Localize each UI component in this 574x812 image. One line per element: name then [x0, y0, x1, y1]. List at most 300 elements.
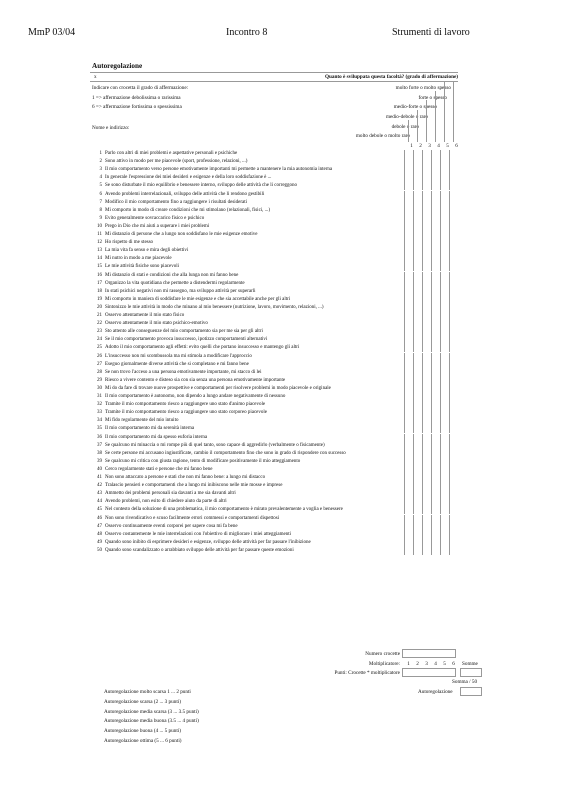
rating-cell[interactable]	[422, 442, 431, 450]
rating-cell[interactable]	[422, 288, 431, 296]
rating-cell[interactable]	[404, 369, 413, 377]
rating-cell[interactable]	[449, 434, 458, 442]
rating-cell[interactable]	[440, 417, 449, 425]
rating-cell[interactable]	[449, 547, 458, 555]
rating-cell[interactable]	[440, 498, 449, 506]
rating-cell[interactable]	[449, 288, 458, 296]
rating-cell[interactable]	[413, 336, 422, 344]
rating-cell[interactable]	[422, 425, 431, 433]
rating-cell[interactable]	[422, 336, 431, 344]
rating-cell[interactable]	[449, 417, 458, 425]
rating-cell[interactable]	[431, 547, 440, 555]
rating-cell[interactable]	[431, 272, 440, 280]
rating-cell[interactable]	[413, 272, 422, 280]
rating-cell[interactable]	[449, 523, 458, 531]
rating-cell[interactable]	[413, 328, 422, 336]
rating-cell[interactable]	[431, 393, 440, 401]
rating-cell[interactable]	[413, 417, 422, 425]
rating-cell[interactable]	[449, 263, 458, 271]
rating-cell[interactable]	[449, 515, 458, 523]
rating-cell[interactable]	[440, 166, 449, 174]
rating-cell[interactable]	[413, 223, 422, 231]
rating-cell[interactable]	[404, 231, 413, 239]
rating-cell[interactable]	[440, 506, 449, 514]
rating-cell[interactable]	[449, 393, 458, 401]
rating-cell[interactable]	[422, 515, 431, 523]
rating-cell[interactable]	[449, 336, 458, 344]
rating-cell[interactable]	[422, 539, 431, 547]
rating-cell[interactable]	[404, 523, 413, 531]
rating-cell[interactable]	[431, 353, 440, 361]
rating-cell[interactable]	[422, 223, 431, 231]
rating-cell[interactable]	[449, 442, 458, 450]
rating-cell[interactable]	[431, 263, 440, 271]
rating-cell[interactable]	[449, 166, 458, 174]
rating-cell[interactable]	[431, 458, 440, 466]
rating-cell[interactable]	[404, 150, 413, 158]
rating-cell[interactable]	[449, 425, 458, 433]
rating-cell[interactable]	[449, 199, 458, 207]
rating-cell[interactable]	[449, 150, 458, 158]
rating-cell[interactable]	[440, 150, 449, 158]
rating-cell[interactable]	[413, 174, 422, 182]
rating-cell[interactable]	[422, 166, 431, 174]
rating-cell[interactable]	[422, 304, 431, 312]
rating-cell[interactable]	[422, 174, 431, 182]
rating-cell[interactable]	[440, 263, 449, 271]
rating-cell[interactable]	[413, 182, 422, 190]
rating-cell[interactable]	[422, 263, 431, 271]
rating-cell[interactable]	[449, 409, 458, 417]
rating-cell[interactable]	[449, 158, 458, 166]
rating-cell[interactable]	[449, 385, 458, 393]
rating-cell[interactable]	[449, 450, 458, 458]
rating-cell[interactable]	[431, 255, 440, 263]
rating-cell[interactable]	[404, 490, 413, 498]
rating-cell[interactable]	[440, 458, 449, 466]
rating-cell[interactable]	[404, 498, 413, 506]
rating-cell[interactable]	[440, 255, 449, 263]
rating-cell[interactable]	[413, 490, 422, 498]
rating-cell[interactable]	[431, 336, 440, 344]
rating-cell[interactable]	[404, 296, 413, 304]
rating-cell[interactable]	[413, 207, 422, 215]
rating-cell[interactable]	[431, 288, 440, 296]
rating-cell[interactable]	[413, 409, 422, 417]
rating-cell[interactable]	[413, 231, 422, 239]
rating-cell[interactable]	[449, 328, 458, 336]
rating-cell[interactable]	[431, 425, 440, 433]
rating-cell[interactable]	[449, 239, 458, 247]
rating-cell[interactable]	[440, 304, 449, 312]
count-cells[interactable]	[402, 649, 456, 658]
rating-cell[interactable]	[422, 158, 431, 166]
rating-cell[interactable]	[422, 466, 431, 474]
rating-cell[interactable]	[440, 272, 449, 280]
sum-cell[interactable]	[460, 668, 482, 677]
rating-cell[interactable]	[404, 304, 413, 312]
rating-cell[interactable]	[404, 393, 413, 401]
rating-cell[interactable]	[440, 328, 449, 336]
rating-cell[interactable]	[431, 223, 440, 231]
rating-cell[interactable]	[431, 385, 440, 393]
rating-cell[interactable]	[431, 207, 440, 215]
rating-cell[interactable]	[422, 150, 431, 158]
rating-cell[interactable]	[404, 474, 413, 482]
rating-cell[interactable]	[422, 280, 431, 288]
rating-cell[interactable]	[404, 272, 413, 280]
rating-cell[interactable]	[431, 474, 440, 482]
rating-cell[interactable]	[422, 547, 431, 555]
rating-cell[interactable]	[422, 434, 431, 442]
rating-cell[interactable]	[449, 207, 458, 215]
rating-cell[interactable]	[440, 539, 449, 547]
rating-cell[interactable]	[449, 353, 458, 361]
rating-cell[interactable]	[431, 150, 440, 158]
rating-cell[interactable]	[431, 490, 440, 498]
rating-cell[interactable]	[422, 231, 431, 239]
rating-cell[interactable]	[413, 547, 422, 555]
rating-cell[interactable]	[422, 353, 431, 361]
rating-cell[interactable]	[440, 393, 449, 401]
rating-cell[interactable]	[404, 280, 413, 288]
rating-cell[interactable]	[404, 434, 413, 442]
rating-cell[interactable]	[413, 450, 422, 458]
rating-cell[interactable]	[449, 272, 458, 280]
rating-cell[interactable]	[422, 385, 431, 393]
rating-cell[interactable]	[440, 207, 449, 215]
rating-cell[interactable]	[404, 247, 413, 255]
rating-cell[interactable]	[449, 304, 458, 312]
rating-cell[interactable]	[422, 207, 431, 215]
rating-cell[interactable]	[422, 482, 431, 490]
rating-cell[interactable]	[431, 344, 440, 352]
rating-cell[interactable]	[422, 361, 431, 369]
rating-cell[interactable]	[422, 393, 431, 401]
rating-cell[interactable]	[449, 531, 458, 539]
rating-cell[interactable]	[431, 442, 440, 450]
rating-cell[interactable]	[431, 215, 440, 223]
rating-cell[interactable]	[449, 482, 458, 490]
rating-cell[interactable]	[449, 247, 458, 255]
rating-cell[interactable]	[404, 506, 413, 514]
rating-cell[interactable]	[404, 458, 413, 466]
rating-cell[interactable]	[404, 450, 413, 458]
rating-cell[interactable]	[422, 377, 431, 385]
rating-cell[interactable]	[431, 361, 440, 369]
rating-cell[interactable]	[449, 498, 458, 506]
rating-cell[interactable]	[413, 401, 422, 409]
rating-cell[interactable]	[431, 199, 440, 207]
rating-cell[interactable]	[449, 344, 458, 352]
rating-cell[interactable]	[431, 506, 440, 514]
rating-cell[interactable]	[431, 231, 440, 239]
rating-cell[interactable]	[413, 239, 422, 247]
rating-cell[interactable]	[440, 474, 449, 482]
rating-cell[interactable]	[431, 466, 440, 474]
rating-cell[interactable]	[413, 320, 422, 328]
rating-cell[interactable]	[404, 336, 413, 344]
rating-cell[interactable]	[413, 369, 422, 377]
rating-cell[interactable]	[404, 361, 413, 369]
rating-cell[interactable]	[413, 458, 422, 466]
rating-cell[interactable]	[404, 255, 413, 263]
rating-cell[interactable]	[440, 361, 449, 369]
rating-cell[interactable]	[431, 320, 440, 328]
rating-cell[interactable]	[422, 215, 431, 223]
rating-cell[interactable]	[422, 506, 431, 514]
rating-cell[interactable]	[422, 458, 431, 466]
rating-cell[interactable]	[440, 280, 449, 288]
rating-cell[interactable]	[404, 515, 413, 523]
rating-cell[interactable]	[440, 191, 449, 199]
rating-cell[interactable]	[431, 247, 440, 255]
rating-cell[interactable]	[431, 328, 440, 336]
rating-cell[interactable]	[413, 482, 422, 490]
rating-cell[interactable]	[413, 393, 422, 401]
rating-cell[interactable]	[422, 296, 431, 304]
rating-cell[interactable]	[431, 304, 440, 312]
rating-cell[interactable]	[449, 223, 458, 231]
rating-cell[interactable]	[440, 247, 449, 255]
rating-cell[interactable]	[440, 401, 449, 409]
rating-cell[interactable]	[413, 353, 422, 361]
rating-cell[interactable]	[404, 223, 413, 231]
rating-cell[interactable]	[404, 191, 413, 199]
rating-cell[interactable]	[431, 450, 440, 458]
rating-cell[interactable]	[422, 344, 431, 352]
rating-cell[interactable]	[431, 296, 440, 304]
rating-cell[interactable]	[413, 434, 422, 442]
rating-cell[interactable]	[422, 523, 431, 531]
rating-cell[interactable]	[422, 450, 431, 458]
rating-cell[interactable]	[449, 466, 458, 474]
rating-cell[interactable]	[404, 182, 413, 190]
rating-cell[interactable]	[404, 377, 413, 385]
rating-cell[interactable]	[440, 288, 449, 296]
rating-cell[interactable]	[413, 263, 422, 271]
rating-cell[interactable]	[404, 158, 413, 166]
rating-cell[interactable]	[413, 255, 422, 263]
rating-cell[interactable]	[422, 320, 431, 328]
rating-cell[interactable]	[440, 409, 449, 417]
rating-cell[interactable]	[404, 466, 413, 474]
rating-cell[interactable]	[404, 417, 413, 425]
rating-cell[interactable]	[449, 296, 458, 304]
rating-cell[interactable]	[422, 239, 431, 247]
rating-cell[interactable]	[422, 409, 431, 417]
rating-cell[interactable]	[440, 434, 449, 442]
rating-cell[interactable]	[431, 539, 440, 547]
rating-cell[interactable]	[413, 288, 422, 296]
rating-cell[interactable]	[431, 523, 440, 531]
rating-cell[interactable]	[404, 385, 413, 393]
rating-cell[interactable]	[404, 328, 413, 336]
rating-cell[interactable]	[404, 409, 413, 417]
rating-cell[interactable]	[440, 515, 449, 523]
rating-cell[interactable]	[431, 531, 440, 539]
rating-cell[interactable]	[404, 174, 413, 182]
rating-cell[interactable]	[431, 158, 440, 166]
rating-cell[interactable]	[404, 207, 413, 215]
rating-cell[interactable]	[404, 199, 413, 207]
rating-cell[interactable]	[404, 401, 413, 409]
rating-cell[interactable]	[413, 531, 422, 539]
rating-cell[interactable]	[449, 377, 458, 385]
rating-cell[interactable]	[440, 320, 449, 328]
rating-cell[interactable]	[440, 174, 449, 182]
rating-cell[interactable]	[431, 280, 440, 288]
result-cell[interactable]	[460, 687, 482, 696]
rating-cell[interactable]	[440, 523, 449, 531]
rating-cell[interactable]	[413, 498, 422, 506]
rating-cell[interactable]	[404, 353, 413, 361]
rating-cell[interactable]	[404, 442, 413, 450]
rating-cell[interactable]	[431, 312, 440, 320]
rating-cell[interactable]	[413, 523, 422, 531]
rating-cell[interactable]	[440, 312, 449, 320]
rating-cell[interactable]	[422, 490, 431, 498]
rating-cell[interactable]	[440, 199, 449, 207]
rating-cell[interactable]	[440, 482, 449, 490]
rating-cell[interactable]	[404, 482, 413, 490]
rating-cell[interactable]	[413, 539, 422, 547]
rating-cell[interactable]	[413, 442, 422, 450]
rating-cell[interactable]	[440, 369, 449, 377]
rating-cell[interactable]	[422, 369, 431, 377]
rating-cell[interactable]	[440, 377, 449, 385]
rating-cell[interactable]	[449, 361, 458, 369]
rating-cell[interactable]	[422, 182, 431, 190]
rating-cell[interactable]	[440, 490, 449, 498]
rating-cell[interactable]	[413, 247, 422, 255]
rating-cell[interactable]	[449, 312, 458, 320]
rating-cell[interactable]	[440, 450, 449, 458]
rating-cell[interactable]	[422, 255, 431, 263]
rating-cell[interactable]	[404, 312, 413, 320]
rating-cell[interactable]	[404, 547, 413, 555]
rating-cell[interactable]	[422, 474, 431, 482]
rating-cell[interactable]	[431, 182, 440, 190]
rating-cell[interactable]	[413, 344, 422, 352]
points-cells[interactable]	[402, 668, 456, 677]
rating-cell[interactable]	[413, 425, 422, 433]
rating-cell[interactable]	[404, 288, 413, 296]
rating-cell[interactable]	[404, 539, 413, 547]
rating-cell[interactable]	[449, 280, 458, 288]
rating-cell[interactable]	[440, 182, 449, 190]
rating-cell[interactable]	[449, 231, 458, 239]
rating-cell[interactable]	[431, 409, 440, 417]
rating-cell[interactable]	[431, 515, 440, 523]
rating-cell[interactable]	[440, 158, 449, 166]
rating-cell[interactable]	[404, 215, 413, 223]
rating-cell[interactable]	[413, 166, 422, 174]
rating-cell[interactable]	[413, 191, 422, 199]
rating-cell[interactable]	[413, 506, 422, 514]
rating-cell[interactable]	[422, 401, 431, 409]
rating-cell[interactable]	[449, 539, 458, 547]
rating-cell[interactable]	[440, 296, 449, 304]
rating-cell[interactable]	[449, 215, 458, 223]
rating-cell[interactable]	[422, 199, 431, 207]
rating-cell[interactable]	[413, 466, 422, 474]
rating-cell[interactable]	[404, 344, 413, 352]
rating-cell[interactable]	[422, 417, 431, 425]
rating-cell[interactable]	[404, 425, 413, 433]
rating-cell[interactable]	[440, 344, 449, 352]
rating-cell[interactable]	[449, 401, 458, 409]
rating-cell[interactable]	[422, 247, 431, 255]
rating-cell[interactable]	[422, 312, 431, 320]
rating-cell[interactable]	[431, 239, 440, 247]
rating-cell[interactable]	[413, 304, 422, 312]
rating-cell[interactable]	[422, 531, 431, 539]
rating-cell[interactable]	[431, 482, 440, 490]
rating-cell[interactable]	[440, 442, 449, 450]
rating-cell[interactable]	[413, 280, 422, 288]
rating-cell[interactable]	[440, 231, 449, 239]
rating-cell[interactable]	[440, 531, 449, 539]
rating-cell[interactable]	[440, 425, 449, 433]
rating-cell[interactable]	[422, 328, 431, 336]
rating-cell[interactable]	[440, 239, 449, 247]
rating-cell[interactable]	[413, 158, 422, 166]
rating-cell[interactable]	[449, 369, 458, 377]
rating-cell[interactable]	[431, 498, 440, 506]
rating-cell[interactable]	[440, 223, 449, 231]
rating-cell[interactable]	[440, 385, 449, 393]
rating-cell[interactable]	[413, 199, 422, 207]
rating-cell[interactable]	[449, 320, 458, 328]
rating-cell[interactable]	[449, 182, 458, 190]
rating-cell[interactable]	[404, 166, 413, 174]
rating-cell[interactable]	[440, 547, 449, 555]
rating-cell[interactable]	[431, 191, 440, 199]
rating-cell[interactable]	[431, 166, 440, 174]
rating-cell[interactable]	[413, 296, 422, 304]
rating-cell[interactable]	[404, 531, 413, 539]
rating-cell[interactable]	[431, 377, 440, 385]
rating-cell[interactable]	[413, 377, 422, 385]
rating-cell[interactable]	[449, 191, 458, 199]
rating-cell[interactable]	[413, 361, 422, 369]
rating-cell[interactable]	[440, 336, 449, 344]
rating-cell[interactable]	[449, 255, 458, 263]
rating-cell[interactable]	[413, 474, 422, 482]
rating-cell[interactable]	[440, 215, 449, 223]
rating-cell[interactable]	[413, 385, 422, 393]
rating-cell[interactable]	[431, 401, 440, 409]
rating-cell[interactable]	[440, 353, 449, 361]
rating-cell[interactable]	[449, 458, 458, 466]
rating-cell[interactable]	[431, 434, 440, 442]
rating-cell[interactable]	[404, 263, 413, 271]
rating-cell[interactable]	[431, 417, 440, 425]
rating-cell[interactable]	[431, 369, 440, 377]
rating-cell[interactable]	[449, 506, 458, 514]
rating-cell[interactable]	[413, 215, 422, 223]
rating-cell[interactable]	[413, 312, 422, 320]
rating-cell[interactable]	[422, 272, 431, 280]
rating-cell[interactable]	[404, 239, 413, 247]
rating-cell[interactable]	[413, 515, 422, 523]
rating-cell[interactable]	[404, 320, 413, 328]
rating-cell[interactable]	[449, 490, 458, 498]
rating-cell[interactable]	[431, 174, 440, 182]
rating-cell[interactable]	[440, 466, 449, 474]
rating-cell[interactable]	[449, 174, 458, 182]
